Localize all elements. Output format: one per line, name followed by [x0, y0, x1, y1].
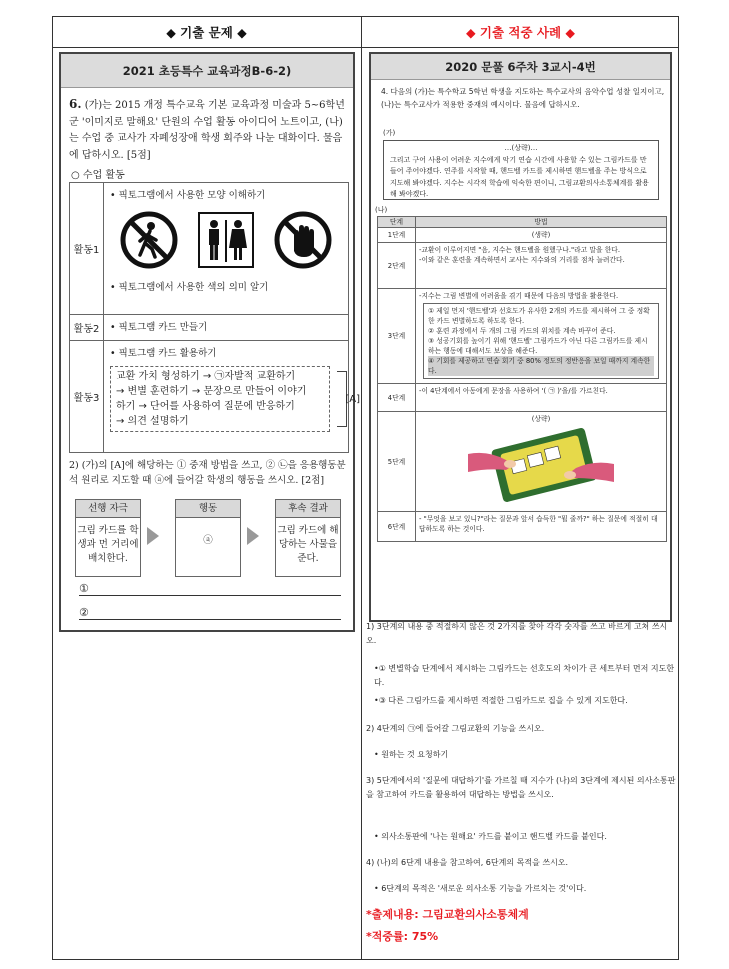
antecedent-body: 그림 카드를 학생과 먼 거리에 배치한다. [77, 525, 139, 564]
bracket-a [337, 371, 360, 427]
reflection-ellipsis: …(상략)… [504, 144, 538, 152]
abc-flow [75, 499, 343, 577]
behavior-body: ⓐ [203, 535, 213, 546]
antecedent-head: 선행 자극 [76, 500, 140, 518]
question-text: (가)는 2015 개정 특수교육 기본 교육과정 미술과 5~6학년군 '이미지로 말해요' 단원의 수업 활동 아이디어 노트이고, (나)는 수업 중 교사가 자폐성장애 학생 회주와 나눈 대화이다. 물음에 답하시오. [5점] [69, 100, 345, 161]
activity-2-label: 활동2 [70, 315, 104, 341]
answer-q4-item: • 6단계의 목적은 '새로운 의사소통 기능을 가르치는 것'이다. [374, 884, 587, 893]
behavior-box [175, 499, 241, 577]
answer-q2: 2) 4단계의 ㉠에 들어갈 그림교환의 기능을 쓰시오. [366, 724, 545, 733]
step-2-label: 2단계 [378, 243, 416, 289]
step-1-label: 1단계 [378, 228, 416, 243]
consequence-body: 그림 카드에 해당하는 사물을 준다. [277, 525, 339, 564]
activity-3-steps-box [110, 366, 360, 432]
flow-arrow-icon [247, 527, 259, 545]
reflection-text: 그리고 구어 사용이 어려운 지수에게 악기 연습 시간에 사용할 수 있는 그림카드를 만들어 주어야겠다. 연주를 시작할 때, 핸드벨 카드를 제시하면 핸드벨을 주는 방식으로 지도해 봐야겠다. 지수는 시각적 학습에 익숙한 편이니, 그림교환의사소통체계를 활용해 봐야겠다. [390, 155, 649, 198]
activity-1-item-2: • 픽토그램에서 사용한 색의 의미 알기 [110, 282, 269, 293]
pictogram-row [104, 205, 348, 275]
step-5-label: 5단계 [378, 412, 416, 512]
exam-topic: *출제내용: 그림교환의사소통체계 [366, 908, 529, 921]
sub-question-2: 2) (가)의 [A]에 해당하는 ① 중재 방법을 쓰고, ② ㉡을 응용행동분석 원리로 지도할 때 ⓐ에 들어갈 학생의 행동을 쓰시오. [2점] [69, 460, 346, 486]
practice-question: 4. 다음의 (가)는 특수학교 5학년 학생을 지도하는 특수교사의 음악수업 성찰 일지이고, (나)는 특수교사가 적용한 중재의 예시이다. 물음에 답하시오. [381, 87, 665, 109]
restroom-icon [198, 212, 254, 271]
consequence-head: 후속 결과 [276, 500, 340, 518]
flow-arrow-icon [147, 527, 159, 545]
label-ga: (가) [383, 129, 396, 137]
step-6-text: - "무엇을 보고 있니?"라는 질문과 앞서 습득한 "뭘 줄까?" 하는 질문에 적절히 대답하도록 하는 것이다. [416, 512, 667, 542]
past-exam-panel [59, 52, 360, 632]
question-number: 6. [69, 97, 82, 111]
header-divider [52, 47, 679, 48]
answer-q1: 1) 3단계의 내용 중 적절하지 않은 것 2가지를 찾아 각각 숫자를 쓰고 바르게 고쳐 쓰시오. [366, 622, 668, 645]
stop-hand-icon [274, 211, 332, 272]
left-header: ◆ 기출 문제 ◆ [166, 24, 247, 40]
answer-line-2[interactable]: ② [79, 606, 341, 620]
reflection-box [383, 140, 659, 200]
column-separator [361, 16, 362, 960]
antecedent-box [75, 499, 141, 577]
activity-3-label: 활동3 [70, 341, 104, 453]
activity-2-item-1: • 픽토그램 카드 만들기 [110, 322, 208, 333]
activity-3-line: 교환 가치 형성하기 → ㉠자발적 교환하기 [116, 371, 296, 382]
communication-board-illustration [466, 424, 616, 502]
steps-table [377, 216, 667, 542]
answer-q3-item: • 의사소통판에 '나는 원해요' 카드를 붙이고 핸드벨 카드를 붙인다. [374, 832, 607, 841]
answer-q2-item: • 원하는 것 요청하기 [374, 750, 449, 759]
activity-3-line: → 의견 설명하기 [116, 416, 189, 427]
activity-3-line: 하기 → 단어를 사용하여 질문에 반응하기 [116, 401, 295, 412]
step-3-method: ② 훈련 과정에서 두 개의 그림 카드의 위치를 계속 바꾸어 준다. [428, 327, 616, 335]
activity-3-line: → 변별 훈련하기 → 문장으로 만들어 이야기 [116, 386, 307, 397]
step-6-label: 6단계 [378, 512, 416, 542]
question-6 [69, 96, 349, 164]
activity-1-label: 활동1 [70, 183, 104, 315]
step-5-text: (상략) [531, 415, 551, 423]
hit-case-title: 2020 문풀 6주차 3교시-4번 [371, 54, 670, 80]
past-exam-title: 2021 초등특수 교육과정B-6-2) [61, 54, 353, 88]
activity-subheading: ○ 수업 활동 [71, 170, 125, 181]
no-pedestrian-icon [120, 211, 178, 272]
steps-head-method: 방법 [416, 217, 667, 228]
step-3-text: -지수는 그림 변별에 어려움을 겪기 때문에 다음의 방법을 활용한다. [419, 292, 619, 300]
behavior-head: 행동 [176, 500, 240, 518]
consequence-box [275, 499, 341, 577]
activity-table [69, 182, 360, 453]
step-4-text: -이 4단계에서 아동에게 문장을 사용하여 '( ㉠ )'을/를 가르친다. [416, 384, 667, 412]
right-header: ◆ 기출 적중 사례 ◆ [465, 24, 576, 40]
label-na: (나) [375, 206, 388, 214]
answer-q4: 4) (나)의 6단계 내용을 참고하여, 6단계의 목적을 쓰시오. [366, 858, 569, 867]
step-3-method-box [423, 303, 659, 379]
activity-3-item-1: • 픽토그램 카드 활용하기 [110, 348, 217, 359]
hit-case-panel [369, 52, 672, 622]
step-3-label: 3단계 [378, 289, 416, 384]
answer-q1-item-2: •③ 다른 그림카드를 제시하면 적절한 그림카드로 집을 수 있게 지도한다. [374, 696, 628, 705]
activity-1-item-1: • 픽토그램에서 사용한 모양 이해하기 [110, 190, 266, 201]
step-3-method: ① 제일 먼저 '핸드벨'과 선호도가 유사한 2개의 카드를 제시하여 그 중 정확한 카드 변별하도록 하도록 한다. [428, 307, 650, 325]
step-3-method: ④ 기회를 제공하고 연습 회기 중 80% 정도의 정반응을 보일 때까지 계속한다. [428, 356, 654, 376]
step-3-method: ③ 성공기회를 높이기 위해 '핸드벨' 그림카드가 아닌 다른 그림카드를 제시하는 행동에 대해서도 보상을 해준다. [428, 337, 648, 355]
step-4-label: 4단계 [378, 384, 416, 412]
answer-q3: 3) 5단계에서의 '질문에 대답하기'를 가르칠 때 지수가 (나)의 3단계에 제시된 의사소통판을 참고하여 카드를 활용하여 대답하는 방법을 쓰시오. [366, 776, 676, 799]
step-1-text: (생략) [416, 228, 667, 243]
hit-rate: *적중률: 75% [366, 930, 439, 943]
steps-head-step: 단계 [378, 217, 416, 228]
answer-q1-item-1: •① 변별학습 단계에서 제시하는 그림카드는 선호도의 차이가 큰 세트부터 먼저 지도한다. [374, 664, 675, 687]
step-2-text: -교환이 이루어지면 "음, 지수는 핸드벨을 원했구나."라고 말을 한다. -이와 같은 훈련을 계속하면서 교사는 지수와의 거리를 점차 늘려간다. [416, 243, 667, 289]
bracket-a-label: [A] [345, 394, 360, 405]
answer-line-1[interactable]: ① [79, 582, 341, 596]
